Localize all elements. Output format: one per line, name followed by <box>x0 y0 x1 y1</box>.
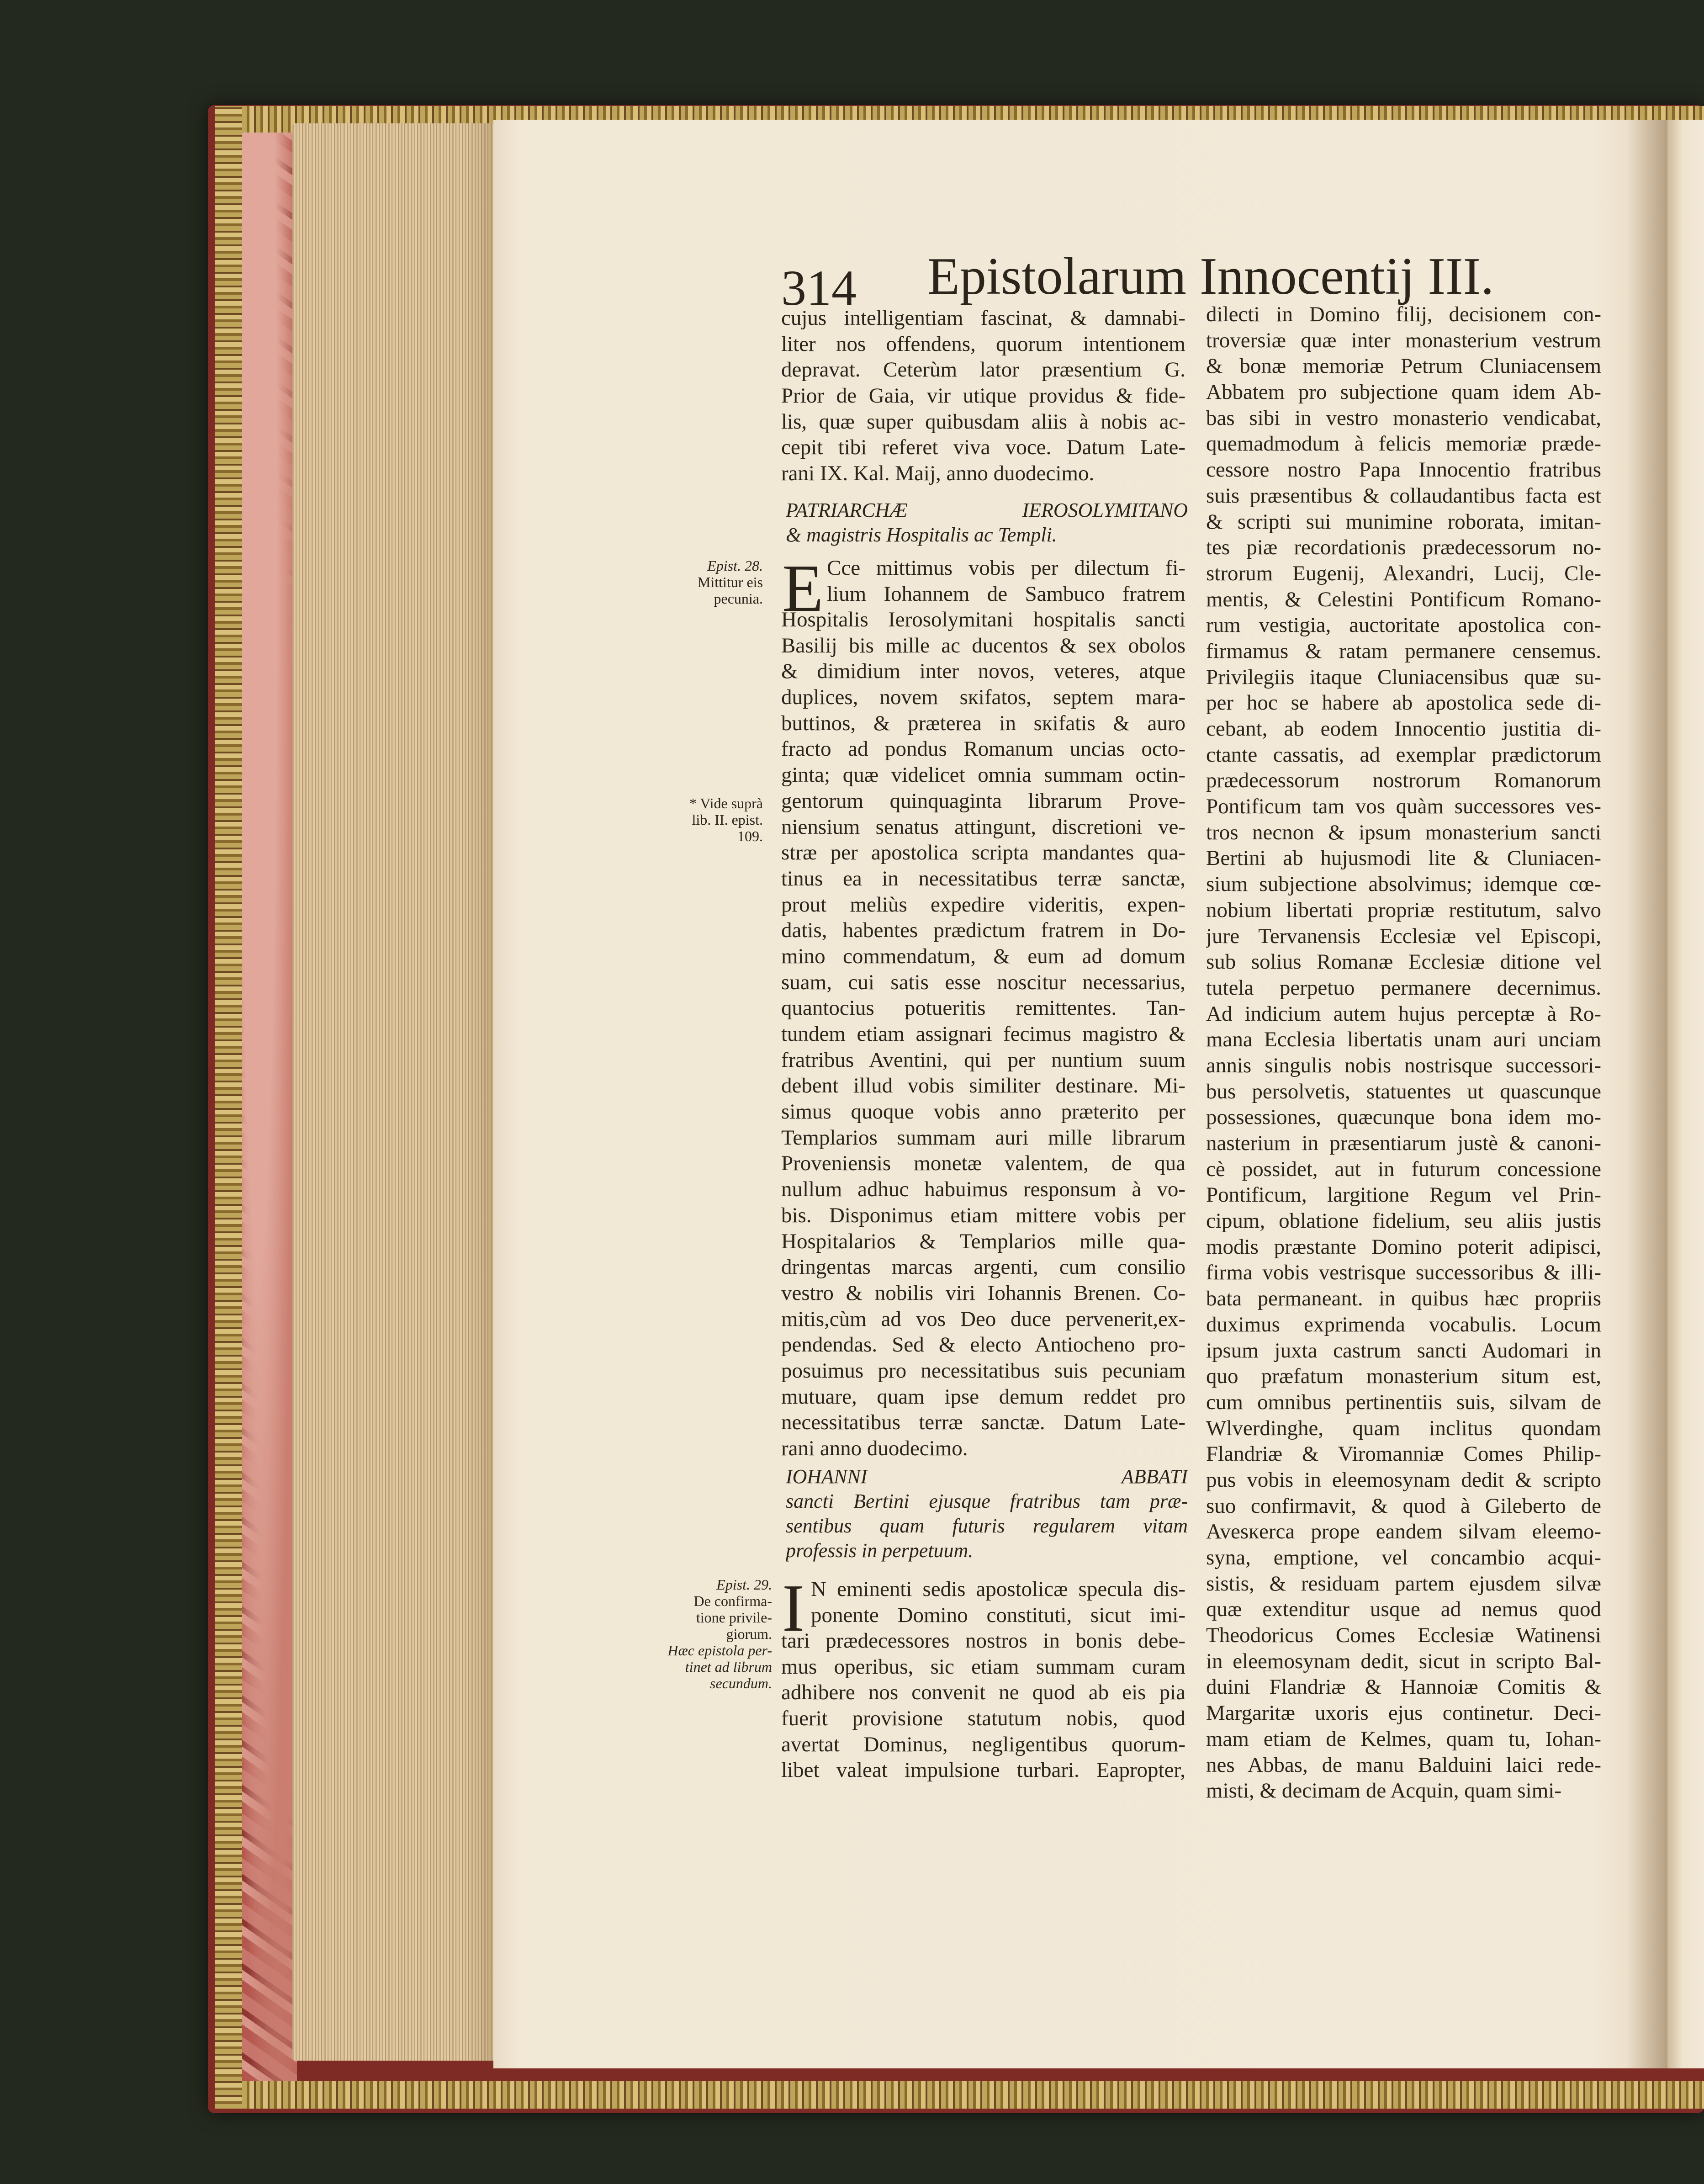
text-line: Basilij bis mille ac ducentos & sex obolos <box>781 633 1185 657</box>
text-line: Ad indicium autem hujus perceptæ à Ro- <box>1206 1002 1601 1026</box>
right-column <box>1206 302 1601 1804</box>
margin-note-line: Hæc epistola per- <box>667 1642 772 1659</box>
text-line: firmamus & ratam permanere censemus. <box>1206 639 1601 663</box>
letter-heading-2 <box>786 1464 1188 1563</box>
text-line: mus operibus, sic etiam summam curam <box>781 1654 1185 1679</box>
page-number: 314 <box>781 260 857 316</box>
text-line: duximus exprimenda vocabulis. Locum <box>1206 1312 1601 1336</box>
text-line: suis præsentibus & collaudantibus facta est <box>1206 483 1601 508</box>
margin-note-line: Epist. 29. <box>716 1576 772 1593</box>
text-line: & bonæ memoriæ Petrum Cluniacensem <box>1206 354 1601 378</box>
heading-line: sancti Bertini ejusque fratribus tam præ- <box>786 1490 1188 1512</box>
margin-note-line: giorum. <box>726 1626 772 1642</box>
text-line: tundem etiam assignari fecimus magistro & <box>781 1022 1185 1046</box>
text-line: mutuare, quam ipse demum reddet pro <box>781 1384 1185 1409</box>
text-line: & dimidium inter novos, veteres, atque <box>781 659 1185 684</box>
text-line: debent illud vobis similiter destinare. Mi- <box>781 1074 1185 1098</box>
margin-note-line: tinet ad librum <box>685 1659 772 1675</box>
margin-note-3 <box>649 1576 772 1691</box>
text-line: in eleemosynam dedit, sicut in scripto Bal- <box>1206 1649 1601 1673</box>
text-line: stræ per apostolica scripta mandantes qua- <box>781 841 1185 865</box>
text-line: tutela perpetuo permanere decernimus. <box>1206 975 1601 1000</box>
text-line: bis. Disponimus etiam mittere vobis per <box>781 1203 1185 1227</box>
letter-2-body <box>781 1628 1185 1783</box>
marbled-endpaper <box>242 133 297 2081</box>
text-line: cipum, oblatione fidelium, seu aliis justis <box>1206 1209 1601 1233</box>
text-line: tes piæ recordationis prædecessorum no- <box>1206 535 1601 560</box>
text-line: Hospitalarios & Templarios mille qua- <box>781 1229 1185 1253</box>
text-line: prout meliùs expedire videritis, expen- <box>781 892 1185 917</box>
text-line: Hospitalis Ierosolymitani hospitalis sancti <box>781 608 1185 631</box>
text-line: libet valeat impulsione turbari. Eapropter, <box>781 1758 1185 1782</box>
text-line: niensium senatus attingunt, discretioni ve- <box>781 815 1185 839</box>
facing-page-edge <box>1667 120 1704 2068</box>
text-line: ponente Domino constituti, sicut imi- <box>811 1603 1185 1627</box>
text-line: gentorum quinquaginta librarum Prove- <box>781 789 1185 813</box>
left-column-top <box>781 305 1185 487</box>
text-line: posuimus pro necessitatibus suis pecuniam <box>781 1358 1185 1383</box>
text-line: Theodoricus Comes Ecclesiæ Watinensi <box>1206 1623 1601 1648</box>
text-line: adhibere nos convenit ne quod ab eis pia <box>781 1680 1185 1705</box>
text-line: N eminenti sedis apostolicæ specula dis- <box>811 1577 1185 1601</box>
margin-note-line: lib. II. epist. <box>692 811 763 828</box>
margin-note-line: secundum. <box>710 1675 772 1691</box>
heading-line: PATRIARCHÆ IEROSOLYMITANO <box>786 499 1188 521</box>
text-line: mentis, & Celestini Pontificum Romano- <box>1206 587 1601 611</box>
margin-note-line: 109. <box>737 828 763 844</box>
text-line: suo confirmavit, & quod à Gileberto de <box>1206 1494 1601 1518</box>
text-line: tinus ea in necessitatibus terræ sanctæ, <box>781 866 1185 891</box>
text-line: ctante cassatis, ad exemplar prædictorum <box>1206 742 1601 767</box>
text-line: sium subjectione absolvimus; idemque cœ- <box>1206 872 1601 896</box>
text-line: fuerit provisione statutum nobis, quod <box>781 1707 1185 1731</box>
text-line: datis, habentes prædictum fratrem in Do- <box>781 918 1185 943</box>
text-line: mitis,cùm ad vos Deo duce pervenerit,ex- <box>781 1307 1185 1331</box>
text-line: sub solius Romanæ Ecclesiæ ditione vel <box>1206 950 1601 974</box>
text-line: Margaritæ uxoris ejus continetur. Deci- <box>1206 1701 1601 1725</box>
text-line: depravat. Ceterùm lator præsentium G. <box>781 358 1185 382</box>
text-line: nes Abbas, de manu Balduini laici rede- <box>1206 1753 1601 1777</box>
text-line: cebant, ab eodem Innocentio justitia di- <box>1206 717 1601 741</box>
text-line: Wlverdinghe, quam inclitus quondam <box>1206 1416 1601 1440</box>
text-line: cessore nostro Papa Innocentio fratribus <box>1206 458 1601 482</box>
margin-note-line: * Vide suprà <box>689 795 763 811</box>
text-line: cè possidet, aut in futurum concessione <box>1206 1157 1601 1181</box>
text-line: dilecti in Domino filij, decisionem con- <box>1206 302 1601 326</box>
margin-note-line: pecunia. <box>714 590 763 607</box>
text-line: Avesкerca prope eandem silvam eleemo- <box>1206 1520 1601 1544</box>
text-line: Bertini ab hujusmodi lite & Cluniacen- <box>1206 846 1601 870</box>
text-line: mam etiam de Kelmes, quam tu, Iohan- <box>1206 1727 1601 1751</box>
text-line: jure Tervanensis Ecclesiæ vel Episcopi, <box>1206 924 1601 948</box>
margin-note-line: De confirma- <box>693 1593 772 1609</box>
text-line: pus vobis in eleemosynam dedit & scripto <box>1206 1468 1601 1492</box>
letter-heading-1 <box>786 498 1188 547</box>
text-line: lis, quæ super quibusdam aliis à nobis ac- <box>781 409 1185 434</box>
text-line: bata permaneant. in quibus hæc propriis <box>1206 1287 1601 1311</box>
text-line: troversiæ quæ inter monasterium vestrum <box>1206 328 1601 352</box>
text-line: quo præfatum monasterium situm est, <box>1206 1364 1601 1389</box>
text-line: quæ extenditur usque ad nemus quod <box>1206 1597 1601 1622</box>
text-line: cujus intelligentiam fascinat, & damnabi- <box>781 306 1185 330</box>
text-line: misti, & decimam de Acquin, quam simi- <box>1206 1779 1562 1803</box>
text-line: dringentas marcas argenti, cum consilio <box>781 1255 1185 1279</box>
text-line: modis præstante Domino poterit adipisci, <box>1206 1235 1601 1259</box>
running-head: Epistolarum Innocentij III. <box>927 247 1494 306</box>
text-line: fratribus Aventini, qui per nuntium suum <box>781 1048 1185 1072</box>
text-line: vestro & nobilis viri Iohannis Brenen. Co- <box>781 1281 1185 1305</box>
text-line: prædecessorum nostrorum Romanorum <box>1206 769 1601 793</box>
text-line: mana Ecclesia libertatis unam auri unciam <box>1206 1028 1601 1052</box>
text-line: cepit tibi referet viva voce. Datum Late- <box>781 435 1185 460</box>
heading-line: professis in perpetuum. <box>786 1539 974 1562</box>
text-line: possessiones, quæcunque bona idem mo- <box>1206 1105 1601 1129</box>
text-line: pendendas. Sed & electo Antiocheno pro- <box>781 1333 1185 1357</box>
gilt-border-left <box>215 106 242 2109</box>
heading-line: & magistris Hospitalis ac Templi. <box>786 524 1057 546</box>
text-line: & scripti sui munimine roborata, imitan- <box>1206 509 1601 534</box>
text-line: tros necnon & ipsum monasterium sancti <box>1206 820 1601 844</box>
letter-1-first-lines <box>827 555 1185 607</box>
text-line: rani anno duodecimo. <box>781 1437 968 1460</box>
text-line: rani IX. Kal. Maij, anno duodecimo. <box>781 461 1095 486</box>
text-line: duplices, novem sкifatos, septem mara- <box>781 685 1185 710</box>
margin-note-line: Epist. 28. <box>707 557 763 574</box>
text-line: necessitatibus terræ sanctæ. Datum Late- <box>781 1410 1185 1435</box>
text-line: fracto ad pondus Romanum uncias octo- <box>781 737 1185 761</box>
text-line: per hoc se habere ab apostolica sede di- <box>1206 691 1601 715</box>
text-line: strorum Eugenij, Alexandri, Lucij, Cle- <box>1206 561 1601 585</box>
text-line: quantocius potueritis remittentes. Tan- <box>781 996 1185 1020</box>
text-line: Pontificum, largitione Regum vel Prin- <box>1206 1183 1601 1207</box>
letter-1-body <box>781 607 1185 1462</box>
text-line: suam, cui satis esse noscitur necessarius, <box>781 970 1185 994</box>
text-line: bas sibi in vestro monasterio vendicabat, <box>1206 406 1601 430</box>
text-line: Proveniensis monetæ valentem, de qua <box>781 1151 1185 1176</box>
text-line: mino commendatum, & eum ad domum <box>781 944 1185 968</box>
margin-note-2 <box>649 795 763 844</box>
text-line: cum omnibus pertinentiis suis, silvam de <box>1206 1390 1601 1414</box>
text-line: lium Iohannem de Sambuco fratrem <box>827 582 1185 606</box>
heading-line: IOHANNI ABBATI <box>786 1465 1188 1488</box>
text-line: annis singulis nobis nostrisque successori- <box>1206 1053 1601 1077</box>
text-line: sistis, & residuam partem ejusdem silvæ <box>1206 1571 1601 1596</box>
text-line: Cce mittimus vobis per dilectum fi- <box>827 556 1185 580</box>
text-line: syna, emptione, vel concambio acqui- <box>1206 1546 1601 1569</box>
text-line: nullum adhuc habuimus responsum à vo- <box>781 1177 1185 1202</box>
text-line: quemadmodum à felicis memoriæ præde- <box>1206 432 1601 456</box>
margin-note-line: Mittitur eis <box>697 574 763 590</box>
text-line: Prior de Gaia, vir utique providus & fide- <box>781 384 1185 408</box>
text-line: duini Flandriæ & Hannoiæ Comitis & <box>1206 1675 1601 1699</box>
text-line: nobium libertati propriæ restitutum, salvo <box>1206 898 1601 922</box>
text-line: buttinos, & præterea in sкifatis & auro <box>781 711 1185 735</box>
text-line: firma vobis vestrisque successoribus & illi- <box>1206 1261 1601 1285</box>
letter-2-first-lines <box>811 1576 1185 1628</box>
text-line: Abbatem pro subjectione quam idem Ab- <box>1206 380 1601 404</box>
text-line: Pontificum tam vos quàm successores ves- <box>1206 795 1601 819</box>
margin-note-line: tione privile- <box>696 1609 772 1626</box>
margin-note-1 <box>649 557 763 607</box>
drop-cap: E <box>782 551 824 626</box>
text-line: rum vestigia, auctoritate apostolica con- <box>1206 613 1601 637</box>
gilt-border-bottom <box>215 2081 1704 2109</box>
text-line: ginta; quæ videlicet omnia summam octin- <box>781 763 1185 787</box>
drop-cap: I <box>782 1571 805 1646</box>
text-line: ipsum juxta castrum sancti Audomari in <box>1206 1338 1601 1362</box>
text-line: simus quoque vobis anno præterito per <box>781 1100 1185 1124</box>
text-line: bus persolvetis, statuentes ut quascunque <box>1206 1079 1601 1103</box>
text-line: Privilegiis itaque Cluniacensibus quæ su- <box>1206 665 1601 689</box>
text-line: liter nos offendens, quorum intentionem <box>781 332 1185 356</box>
text-line: avertat Dominus, negligentibus quorum- <box>781 1732 1185 1756</box>
heading-line: sentibus quam futuris regularem vitam <box>786 1515 1188 1537</box>
text-line: tari prædecessores nostros in bonis debe- <box>781 1629 1185 1653</box>
text-line: Flandriæ & Viromanniæ Comes Philip- <box>1206 1442 1601 1466</box>
text-line: Templarios summam auri mille librarum <box>781 1125 1185 1150</box>
text-line: nasterium in præsentiarum justè & canoni- <box>1206 1131 1601 1155</box>
